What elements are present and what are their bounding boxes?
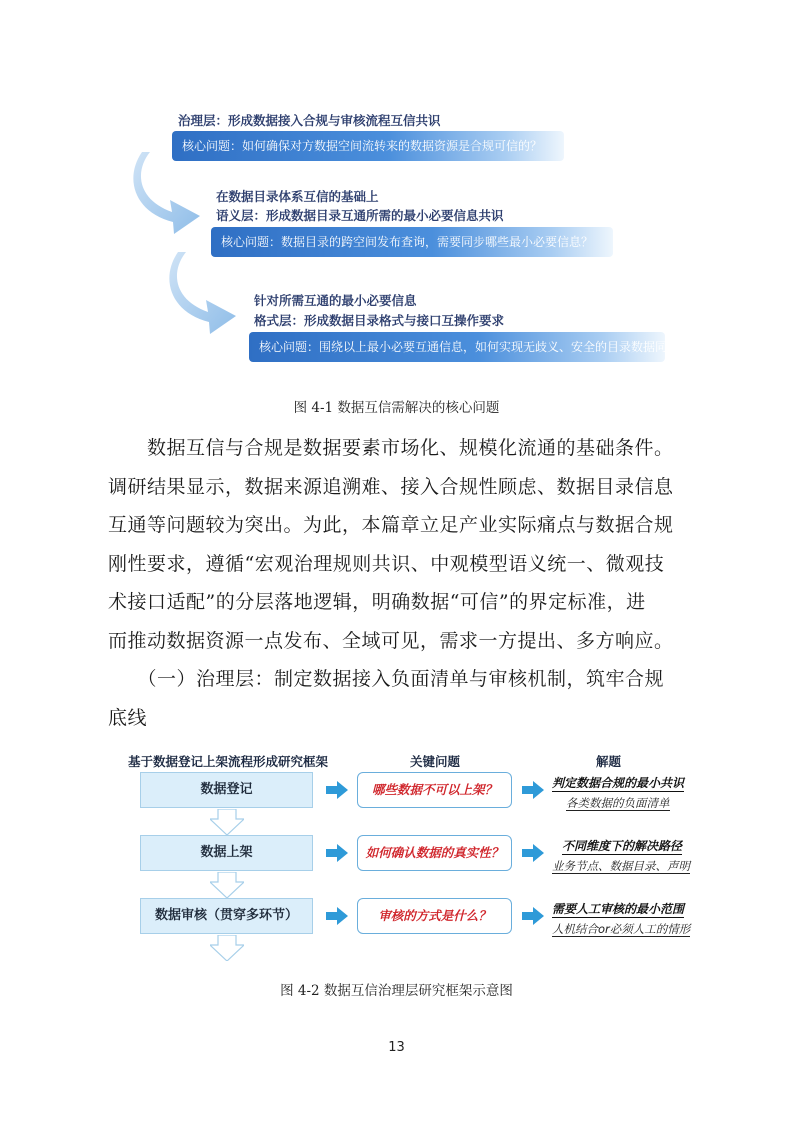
core-question-format: 核心问题：围绕以上最小必要互通信息，如何实现无歧义、安全的目录数据同步？ xyxy=(249,332,665,362)
text-line: 刚性要求，遵循“宏观治理规则共识、中观模型语义统一、微观技 xyxy=(108,552,665,575)
column-header-framework: 基于数据登记上架流程形成研究框架 xyxy=(128,754,329,769)
arrow-down-icon xyxy=(210,809,244,835)
step-box: 数据上架 xyxy=(140,835,313,871)
layer-pre-format: 针对所需互通的最小必要信息 xyxy=(254,293,417,308)
step-box: 数据审核（贯穿多环节） xyxy=(140,898,313,934)
layer-title-governance: 治理层：形成数据接入合规与审核流程互信共识 xyxy=(178,113,441,128)
layer-title-semantic: 语义层：形成数据目录互通所需的最小必要信息共识 xyxy=(216,208,504,223)
text-line: 而推动数据资源一点发布、全域可见，需求一方提出、多方响应。 xyxy=(108,629,674,652)
arrow-right-icon xyxy=(522,844,544,862)
answer-block xyxy=(552,835,690,874)
core-question-semantic: 核心问题：数据目录的跨空间发布查询，需要同步哪些最小必要信息？ xyxy=(211,227,613,257)
answer-sub: 各类数据的负面清单 xyxy=(566,796,670,810)
arrow-right-icon xyxy=(326,844,348,862)
arrow-right-icon xyxy=(326,907,348,925)
figure-caption: 图 4-2 数据互信治理层研究框架示意图 xyxy=(280,983,513,999)
question-box: 审核的方式是什么？ xyxy=(357,898,512,934)
arrow-down-icon xyxy=(210,935,244,961)
body-paragraph xyxy=(108,429,686,737)
layer-pre-semantic: 在数据目录体系互信的基础上 xyxy=(216,189,379,204)
answer-block xyxy=(552,898,690,937)
arrow-right-icon xyxy=(326,781,348,799)
section-heading: （一）治理层：制定数据接入负面清单与审核机制，筑牢合规 xyxy=(108,668,665,690)
column-header-question: 关键问题 xyxy=(410,754,461,769)
answer-main: 需要人工审核的最小范围 xyxy=(552,902,685,916)
text-line: 术接口适配”的分层落地逻辑，明确数据“可信”的界定标准，进 xyxy=(108,591,646,613)
step-box: 数据登记 xyxy=(140,772,313,808)
arrow-right-icon xyxy=(522,781,544,799)
arrow-down-icon xyxy=(210,872,244,898)
answer-main: 判定数据合规的最小共识 xyxy=(552,776,685,790)
column-header-answer: 解题 xyxy=(596,754,622,769)
question-box: 如何确认数据的真实性？ xyxy=(357,835,512,871)
answer-sub: 业务节点、数据目录、声明 xyxy=(552,859,690,873)
page-number: 13 xyxy=(388,1040,405,1055)
curved-arrow-icon xyxy=(128,150,218,235)
core-question-governance: 核心问题：如何确保对方数据空间流转来的数据资源是合规可信的？ xyxy=(172,131,564,161)
layer-title-format: 格式层：形成数据目录格式与接口互操作要求 xyxy=(254,313,505,328)
section-heading: 底线 xyxy=(108,706,148,729)
question-box: 哪些数据不可以上架？ xyxy=(357,772,512,808)
text-line: 数据互信与合规是数据要素市场化、规模化流通的基础条件。 xyxy=(108,437,674,459)
answer-main: 不同维度下的解决路径 xyxy=(562,839,683,853)
text-line: 调研结果显示，数据来源追溯难、接入合规性顾虑、数据目录信息 xyxy=(108,475,674,498)
answer-block xyxy=(552,772,684,811)
text-line: 互通等问题较为突出。为此，本篇章立足产业实际痛点与数据合规 xyxy=(108,514,674,536)
figure-caption: 图 4-1 数据互信需解决的核心问题 xyxy=(293,400,500,416)
answer-sub: 人机结合or必须人工的情形 xyxy=(552,922,691,936)
arrow-right-icon xyxy=(522,907,544,925)
curved-arrow-icon xyxy=(164,250,254,335)
